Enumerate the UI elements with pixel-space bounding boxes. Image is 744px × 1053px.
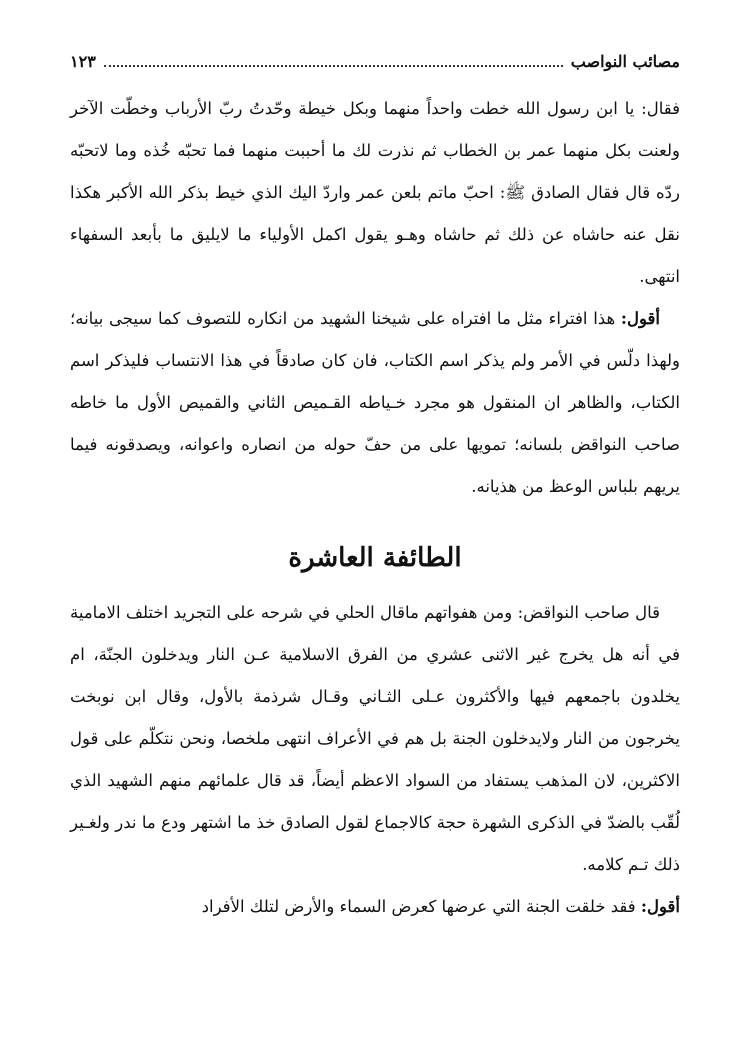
paragraph-4-lead: أقول: [640, 897, 680, 916]
paragraph-1 [70, 88, 680, 298]
paragraph-2 [70, 298, 680, 508]
paragraph-4-text: فقد خلقت الجنة التي عرضها كعرض السماء والأرض لتلك الأفراد [201, 897, 641, 916]
page-number: ١٢٣ [70, 52, 96, 71]
header-dot-leader [104, 55, 563, 67]
paragraph-3 [70, 592, 680, 886]
section-heading: الطائفة العاشرة [288, 543, 462, 573]
book-title: مصائب النواصب [570, 52, 680, 71]
book-page [70, 52, 680, 928]
paragraph-3-text: قال صاحب النواقض: ومن هفواتهم ماقال الحلي في شرحه على التجريد اختلف الامامية في أنه هل يخرج غير الاثنى عشري من الفرق الاسلامية عـن النار ويدخلون الجنّة، ام يخلدون باجمعهم فيها والأكثرون عـلى الثـاني وقـال شرذمة بالأول، وقال ابن نوبخت يخرجون من النار ولايدخلون الجنة بل هم في الأعراف انتهى ملخصا، ونحن نتكلّم على قول الاكثرين، لان المذهب يستفاد من السواد الاعظم أيضاً، قد قال علمائهم منهم الشهيد الذي لُقّب بالضدّ في الذكرى الشهرة حجة كالاجماع لقول الصادق خذ ما اشتهر ودع ما ندر ولغـير ذلك تـم كلامه. [70, 603, 680, 874]
running-header [70, 52, 680, 88]
paragraph-2-lead: أقول: [620, 309, 660, 328]
paragraph-2-text: هذا افتراء مثل ما افتراه على شيخنا الشهيد من انكاره للتصوف كما سيجى بيانه؛ ولهذا دلّس في الأمر ولم يذكر اسم الكتاب، فان كان صادقاً في هذا الانتساب فليذكر اسم الكتاب، والظاهر ان المنقول هو مجرد خـياطه القـميص الثاني والقميص الأول ما خاطه صاحب النواقض بلسانه؛ تمويها على من حفّ حوله من انصاره واعوانه، ويصدقونه فيما يريهم بلباس الوعظ من هذيانه. [70, 309, 680, 496]
paragraph-4 [70, 886, 680, 928]
paragraph-1-text: فقال: يا ابن رسول الله خطت واحداً منهما وبكل خيطة وحّدتُ ربّ الأرباب وخطّت الآخر ولعنت بكل منهما عمر بن الخطاب ثم نذرت لك ما أحببت منهما فما تحبّه خُذه وما لاتحبّه ردّه قال فقال الصادق ﷺ: احبّ ماتم بلعن عمر واردّ اليك الذي خيط بذكر الله الأكبر هكذا نقل عنه حاشاه عن ذلك ثم حاشاه وهـو يقول اكمل الأولياء ما لايليق ما بأبعد السفهاء انتهى. [70, 99, 680, 286]
